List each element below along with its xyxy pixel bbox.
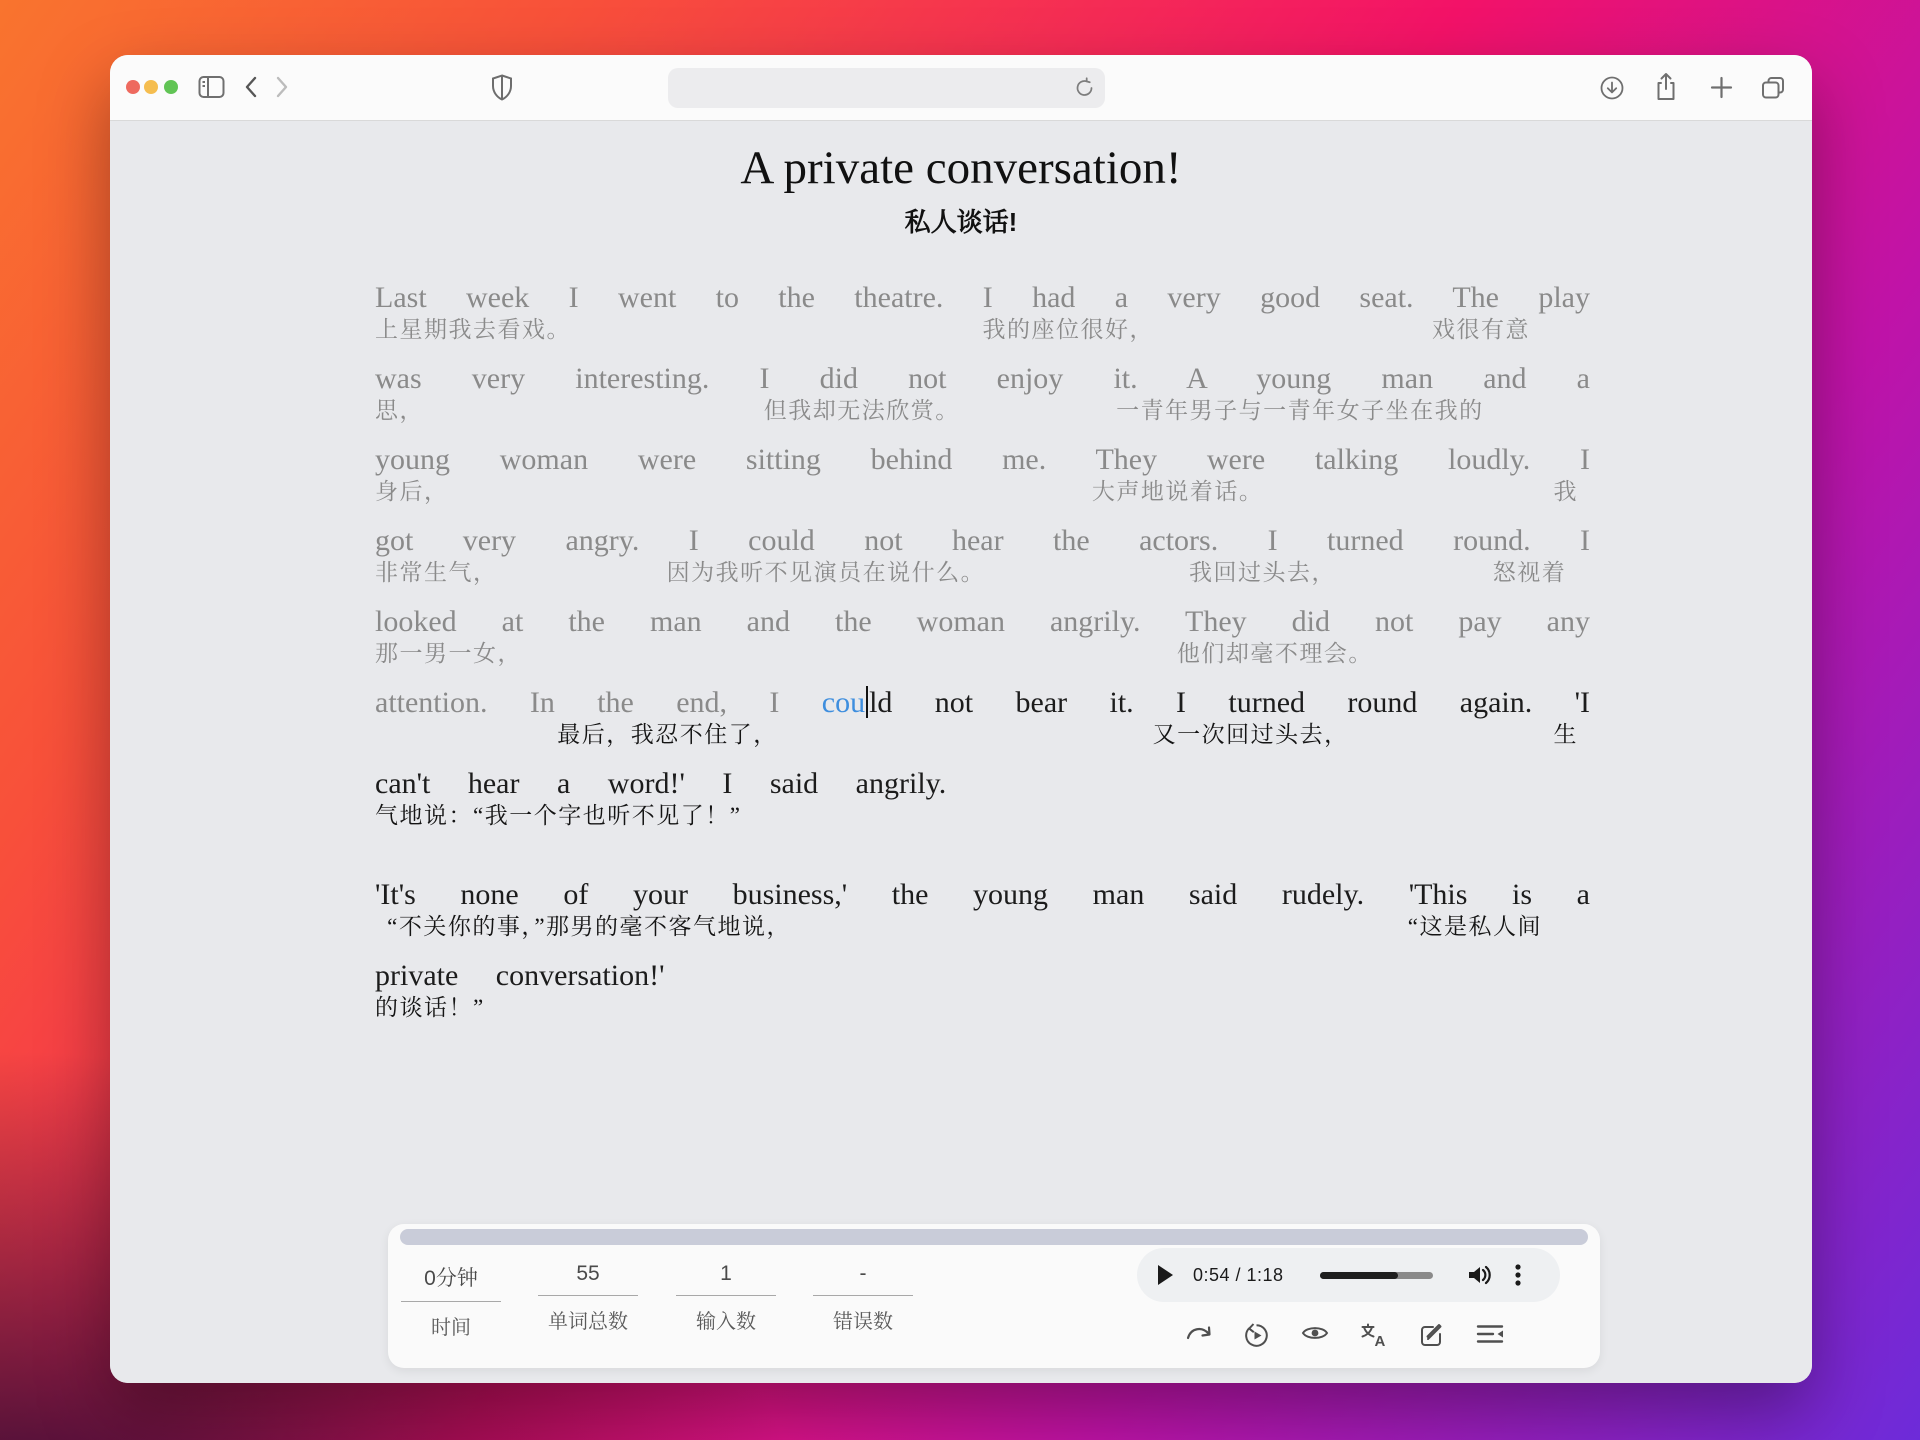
typing-progress-bar — [400, 1229, 1588, 1245]
english-segment-typed: Last week I went to the theatre. I had a very good seat. The play — [375, 281, 1590, 314]
chinese-annotation: 那一男一女， — [375, 641, 522, 666]
chinese-annotation: 戏很有意 — [1432, 317, 1531, 342]
action-toolbar — [1186, 1323, 1504, 1353]
english-line — [375, 361, 1590, 397]
chinese-annotation: 身后， — [375, 479, 449, 504]
downloads-icon[interactable] — [1599, 75, 1625, 106]
chinese-annotation: 的谈话！” — [375, 995, 485, 1020]
chinese-annotation: 一青年男子与一青年女子坐在我的 — [1116, 398, 1484, 423]
stat-value: 55 — [538, 1262, 638, 1296]
address-bar[interactable] — [668, 68, 1105, 108]
english-segment-typed: got very angry. I could not hear the actors. I turned round. I — [375, 524, 1590, 557]
chinese-annotation: 气地说：“我一个字也听不见了！” — [375, 803, 742, 828]
text-line — [375, 523, 1590, 604]
chinese-annotation: 最后，我忍不住了， — [557, 722, 778, 747]
stat-value: 0分钟 — [401, 1262, 501, 1302]
english-line — [375, 604, 1590, 640]
stat-label: 错误数 — [833, 1311, 893, 1333]
chinese-annotation: 大声地说着话。 — [1091, 479, 1264, 504]
eye-icon[interactable] — [1301, 1323, 1329, 1353]
english-segment-untyped: 'It's none of your business,' the young man said rudely. 'This is a — [375, 878, 1590, 911]
translate-icon[interactable] — [1361, 1323, 1387, 1353]
forward-icon[interactable] — [275, 76, 289, 103]
reload-icon[interactable] — [1074, 77, 1095, 104]
english-segment-active: cou — [821, 686, 866, 719]
audio-seek-fill — [1320, 1272, 1398, 1279]
article-subtitle: 私人谈话! — [904, 207, 1018, 237]
audio-menu-icon[interactable] — [1515, 1263, 1521, 1292]
chinese-annotation: 上星期我去看戏。 — [375, 317, 571, 342]
stat-total-words — [538, 1262, 638, 1334]
stat-label: 时间 — [431, 1317, 471, 1339]
english-line — [375, 523, 1590, 559]
stat-value: - — [813, 1262, 913, 1296]
chinese-annotation: 我的座位很好， — [982, 317, 1154, 342]
english-line — [375, 766, 1590, 802]
privacy-shield-icon[interactable] — [491, 74, 513, 106]
english-segment-typed: young woman were sitting behind me. They were talking loudly. I — [375, 443, 1590, 476]
english-line — [375, 958, 1590, 994]
chinese-annotation: 我回过头去， — [1189, 560, 1337, 585]
tab-overview-icon[interactable] — [1759, 74, 1787, 107]
english-line — [375, 877, 1590, 913]
stats-panel — [388, 1224, 1600, 1368]
page-content — [110, 121, 1812, 1383]
minimize-button[interactable] — [144, 80, 158, 94]
stat-label: 输入数 — [696, 1311, 756, 1333]
chinese-annotation: “这是私人间 — [1407, 914, 1542, 939]
chinese-annotation: 非常生气， — [375, 560, 498, 585]
chinese-annotation: 但我却无法欣赏。 — [763, 398, 960, 423]
text-line — [375, 958, 1590, 1039]
article-title: A private conversation! — [740, 142, 1182, 194]
chinese-annotation: 因为我听不见演员在说什么。 — [666, 560, 986, 585]
play-icon[interactable] — [1157, 1265, 1173, 1290]
chinese-annotation: 思， — [375, 398, 424, 423]
text-line — [375, 280, 1590, 361]
text-line — [375, 361, 1590, 442]
text-line — [375, 766, 1590, 847]
text-line — [375, 877, 1590, 958]
english-segment-typed: was very interesting. I did not enjoy it. A young man and a — [375, 362, 1590, 395]
audio-time: 0:54 / 1:18 — [1193, 1265, 1284, 1285]
new-tab-icon[interactable] — [1709, 75, 1734, 105]
english-segment-untyped: ld not bear it. I turned round again. 'I — [869, 686, 1590, 719]
english-segment-untyped: private conversation!' — [375, 959, 665, 992]
chinese-annotation: 又一次回过头去， — [1152, 722, 1349, 747]
english-segment-untyped: can't hear a word!' I said angrily. — [375, 767, 947, 800]
audio-seek-bar[interactable] — [1320, 1272, 1433, 1279]
typing-area[interactable] — [375, 280, 1590, 1039]
playlist-icon[interactable] — [1476, 1323, 1504, 1353]
stat-error-count — [813, 1262, 913, 1334]
chinese-annotation: 他们却毫不理会。 — [1176, 641, 1373, 666]
stat-typed-count — [676, 1262, 776, 1334]
chinese-annotation: 生 — [1553, 722, 1579, 747]
edit-icon[interactable] — [1419, 1323, 1444, 1353]
chinese-annotation: 怒视着 — [1492, 560, 1567, 585]
redo-icon[interactable] — [1186, 1323, 1212, 1353]
stat-value: 1 — [676, 1262, 776, 1296]
replay-icon[interactable] — [1244, 1323, 1269, 1353]
english-line — [375, 685, 1590, 721]
zoom-button[interactable] — [164, 80, 178, 94]
back-icon[interactable] — [244, 76, 258, 103]
english-segment-typed: looked at the man and the woman angrily. They did not pay any — [375, 605, 1590, 638]
sidebar-icon[interactable] — [198, 75, 225, 104]
text-line — [375, 685, 1590, 766]
chinese-annotation: “不关你的事，”那男的毫不客气地说， — [387, 914, 792, 939]
stat-time — [401, 1262, 501, 1340]
typing-caret — [866, 686, 868, 718]
svg-text:A: A — [1374, 1333, 1386, 1347]
close-button[interactable] — [126, 80, 140, 94]
english-line — [375, 442, 1590, 478]
browser-window — [110, 55, 1812, 1383]
volume-icon[interactable] — [1467, 1263, 1492, 1292]
english-line — [375, 280, 1590, 316]
text-line — [375, 604, 1590, 685]
english-segment-typed: attention. In the end, I — [375, 686, 822, 719]
text-line — [375, 442, 1590, 523]
share-icon[interactable] — [1654, 72, 1678, 107]
stat-label: 单词总数 — [548, 1311, 628, 1333]
audio-player — [1137, 1248, 1560, 1302]
chinese-annotation: 我 — [1553, 479, 1579, 504]
browser-toolbar — [110, 55, 1812, 121]
